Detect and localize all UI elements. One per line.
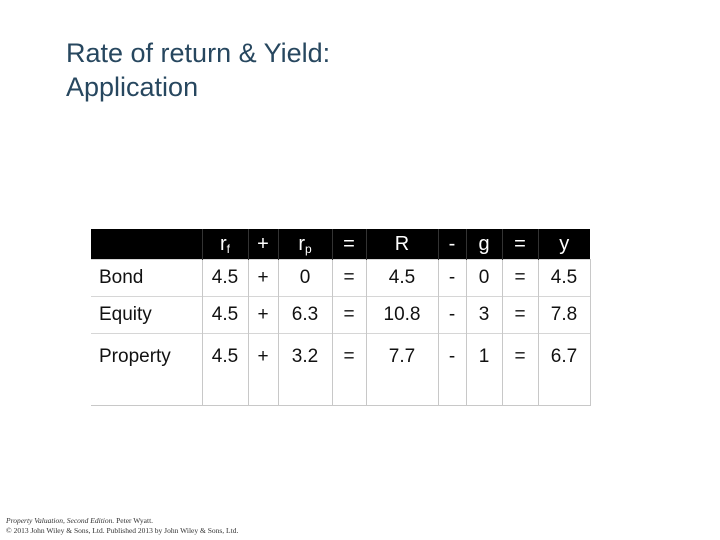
cell-equals-1: = xyxy=(332,260,366,297)
slide-title-line-2: Application xyxy=(66,72,199,102)
cell-g: 0 xyxy=(466,260,502,297)
cell-rp: 3.2 xyxy=(278,334,332,406)
table-header-row xyxy=(91,229,590,260)
cell-R: 10.8 xyxy=(366,297,438,334)
header-rp: $r_p$ xyxy=(278,229,332,260)
table-row-bond xyxy=(91,260,590,297)
cell-equals-1: = xyxy=(332,334,366,406)
cell-rf: 4.5 xyxy=(202,297,248,334)
cell-R: 7.7 xyxy=(366,334,438,406)
row-label: Bond xyxy=(91,260,202,297)
header-equals-1: = xyxy=(332,229,366,260)
cell-y: 4.5 xyxy=(538,260,590,297)
header-R: R xyxy=(366,229,438,260)
cell-rp: 0 xyxy=(278,260,332,297)
cell-y: 7.8 xyxy=(538,297,590,334)
row-label: Equity xyxy=(91,297,202,334)
footer-copyright: © 2013 John Wiley & Sons, Ltd. Published 2013 by John Wiley & Sons, Ltd. xyxy=(6,526,239,535)
cell-plus: + xyxy=(248,297,278,334)
rate-yield-table xyxy=(91,229,591,406)
row-label: Property xyxy=(91,334,202,406)
slide-title xyxy=(66,36,330,104)
cell-g: 1 xyxy=(466,334,502,406)
header-g: g xyxy=(466,229,502,260)
cell-minus: - xyxy=(438,260,466,297)
cell-g: 3 xyxy=(466,297,502,334)
header-y: y xyxy=(538,229,590,260)
cell-equals-2: = xyxy=(502,297,538,334)
cell-R: 4.5 xyxy=(366,260,438,297)
cell-equals-2: = xyxy=(502,260,538,297)
cell-y: 6.7 xyxy=(538,334,590,406)
footer-author: Peter Wyatt. xyxy=(116,516,154,525)
cell-rf: 4.5 xyxy=(202,334,248,406)
header-minus: - xyxy=(438,229,466,260)
cell-minus: - xyxy=(438,297,466,334)
cell-plus: + xyxy=(248,260,278,297)
header-rf: $r_f$ xyxy=(202,229,248,260)
copyright-footer xyxy=(6,516,238,536)
header-plus: + xyxy=(248,229,278,260)
header-equals-2: = xyxy=(502,229,538,260)
cell-equals-1: = xyxy=(332,297,366,334)
table-row-property xyxy=(91,334,590,406)
cell-rf: 4.5 xyxy=(202,260,248,297)
cell-minus: - xyxy=(438,334,466,406)
cell-equals-2: = xyxy=(502,334,538,406)
slide-title-line-1: Rate of return & Yield: xyxy=(66,38,331,68)
table-row-equity xyxy=(91,297,590,334)
cell-plus: + xyxy=(248,334,278,406)
cell-rp: 6.3 xyxy=(278,297,332,334)
footer-book-title: Property Valuation, Second Edition. xyxy=(6,516,115,525)
header-blank-cell xyxy=(91,229,202,260)
